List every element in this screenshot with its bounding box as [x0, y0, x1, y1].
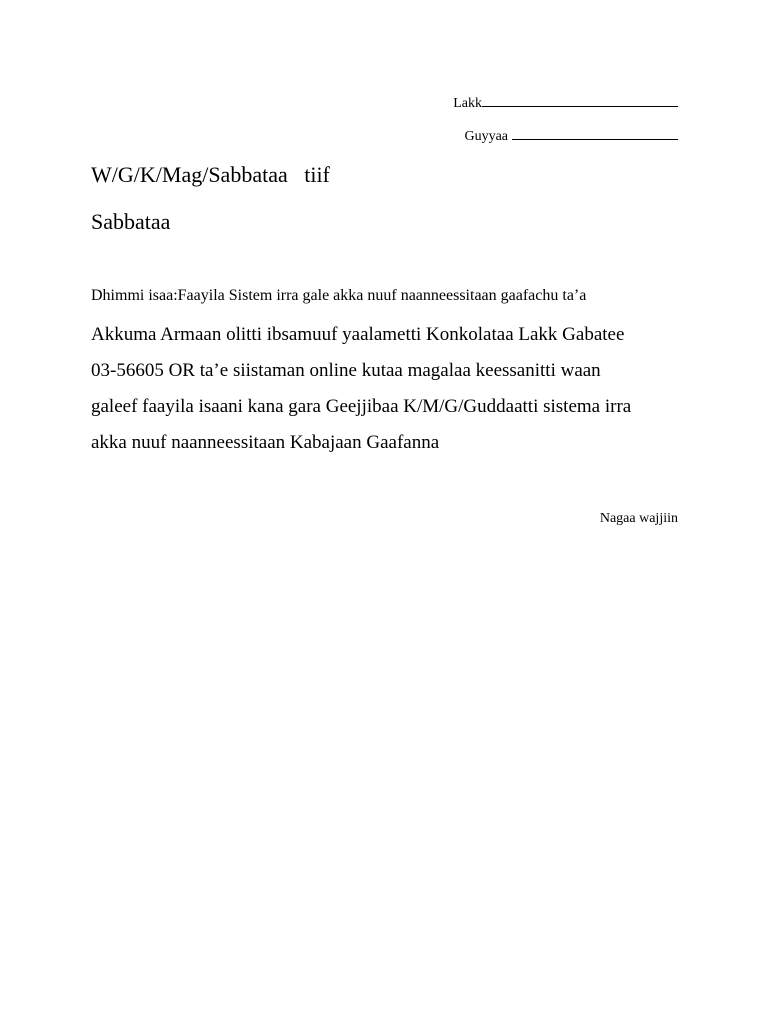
body-line: galeef faayila isaani kana gara Geejjibaa K/M/G/Guddaatti sistema irra	[91, 396, 632, 417]
letter-body	[91, 317, 691, 461]
date-blank	[512, 127, 678, 140]
reference-number-blank	[482, 94, 678, 107]
date-line	[464, 127, 678, 145]
body-line: Akkuma Armaan olitti ibsamuuf yaalametti Konkolataa Lakk Gabatee	[91, 324, 625, 345]
body-line: akka nuuf naanneessitaan Kabajaan Gaafanna	[91, 432, 440, 453]
recipient-line-1: W/G/K/Mag/Sabbataa tiif	[91, 162, 330, 187]
recipient-line-2: Sabbataa	[91, 209, 171, 234]
closing-salutation: Nagaa wajjiin	[599, 511, 678, 526]
reference-number-line	[453, 94, 678, 112]
subject-line: Dhimmi isaa:Faayila Sistem irra gale akka nuuf naanneessitaan gaafachu ta’a	[91, 287, 587, 304]
body-line: 03-56605 OR ta’e siistaman online kutaa magalaa keessanitti waan	[91, 360, 601, 381]
date-label: Guyyaa	[464, 129, 508, 144]
reference-number-label: Lakk	[453, 96, 482, 111]
